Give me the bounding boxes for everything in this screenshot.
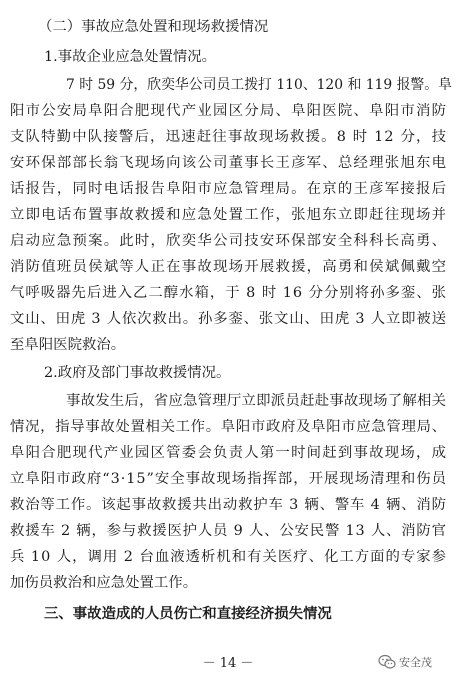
paragraph-line: 支队特勤中队接警后，迅速赶往事故现场救援。8 时 12 分，技 xyxy=(10,129,448,145)
paragraph-line: 话报告，同时电话报告阜阳市应急管理局。在京的王彦军接报后 xyxy=(10,181,448,197)
paragraph-line: 文山、田虎 3 人依次救出。孙多銮、张文山、田虎 3 人立即被送 xyxy=(10,311,447,327)
watermark xyxy=(378,651,452,673)
subheading: 2.政府及部门事故救援情况。 xyxy=(44,365,231,381)
section-heading: 三、事故造成的人员伤亡和直接经济损失情况 xyxy=(44,606,332,622)
paragraph-line: 救治等工作。该起事故救援共出动救护车 3 辆、警车 4 辆、消防 xyxy=(10,497,447,513)
paragraph-line: 启动应急预案。此时，欣奕华公司技安环保部安全科科长高勇、 xyxy=(10,233,448,249)
paragraph-line: 立阜阳市政府“3·15”安全事故现场指挥部，开展现场清理和伤员 xyxy=(10,471,447,487)
paragraph-line: 救援车 2 辆，参与救援医护人员 9 人、公安民警 13 人、消防官 xyxy=(10,523,447,539)
section-heading: （二）事故应急处置和现场救援情况 xyxy=(38,19,269,35)
paragraph-line: 7 时 59 分，欣奕华公司员工拨打 110、120 和 119 报警。阜 xyxy=(66,77,452,93)
watermark-text: 安全茂 xyxy=(399,656,432,669)
paragraph-line: 情况，指导事故处置相关工作。阜阳市政府及阜阳市应急管理局、 xyxy=(10,419,447,435)
paragraph-line: 安环保部部长翁飞现场向该公司董事长王彦军、总经理张旭东电 xyxy=(10,155,448,171)
paragraph-line: 至阜阳医院救治。 xyxy=(10,337,126,353)
paragraph-line: 立即电话布置事故救援和应急处置工作，张旭东立即赶往现场并 xyxy=(10,207,448,223)
paragraph-line: 兵 10 人，调用 2 台血液透析机和有关医疗、化工方面的专家参 xyxy=(10,549,447,565)
paragraph-line: 消防值班员侯斌等人正在事故现场开展救援，高勇和侯斌佩戴空 xyxy=(10,259,448,275)
subheading: 1.事故企业应急处置情况。 xyxy=(44,49,217,65)
paragraph-line: 事故发生后，省应急管理厅立即派员赶赴事故现场了解相关 xyxy=(66,393,447,409)
paragraph-line: 阜阳合肥现代产业园区管委会负责人第一时间赶到事故现场，成 xyxy=(10,445,448,461)
paragraph-line: 气呼吸器先后进入乙二醇水箱，于 8 时 16 分分别将孙多銮、张 xyxy=(10,285,447,301)
wechat-icon xyxy=(378,654,396,670)
page-number: － 14 － xyxy=(202,656,254,671)
paragraph-line: 阳市公安局阜阳合肥现代产业园区分局、阜阳医院、阜阳市消防 xyxy=(10,103,448,119)
paragraph-line: 加伤员救治和应急处置工作。 xyxy=(10,575,198,591)
